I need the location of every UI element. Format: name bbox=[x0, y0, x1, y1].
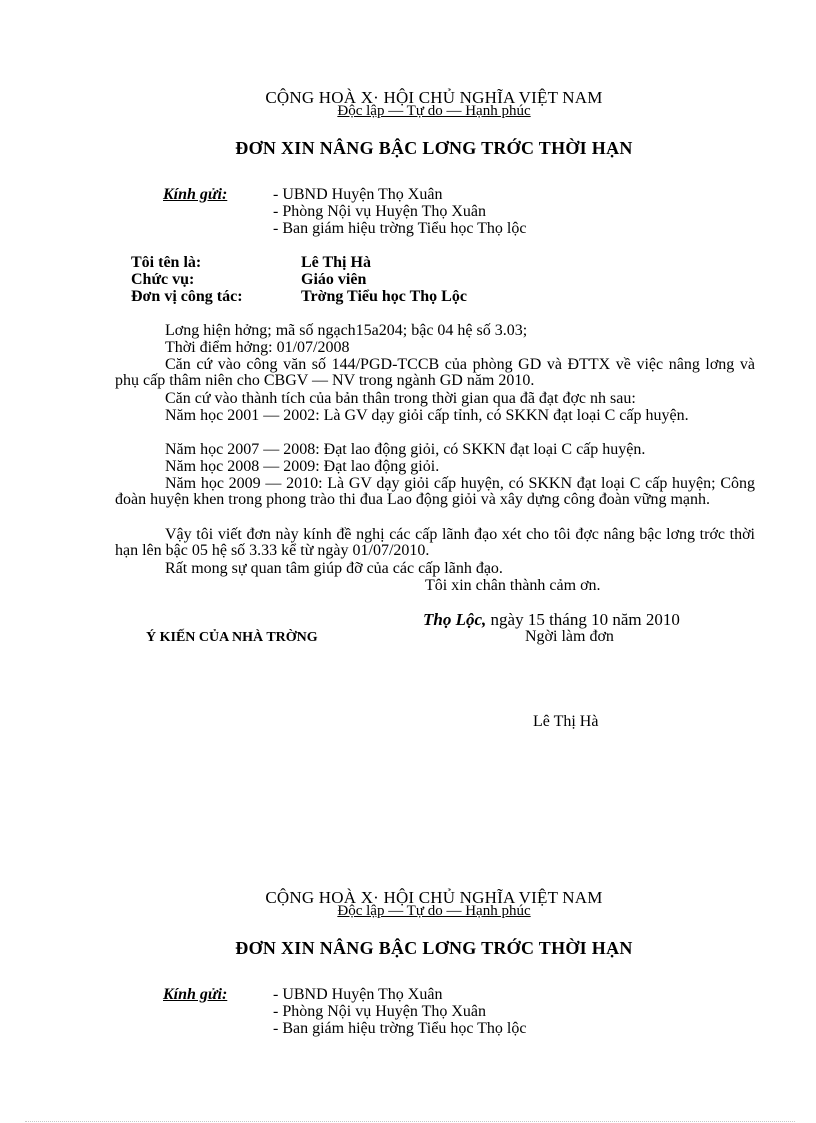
basis-document-paragraph: Căn cứ vào công văn số 144/PGD-TCCB của phòng GD và ĐTTX về việc nâng lơng và phụ cấp thâm niên cho CBGV — NV trong ngành GD năm 2010. bbox=[115, 356, 755, 389]
document-title: ĐƠN XIN NÂNG BẬC LƠNG TRỚC THỜI HẠN bbox=[235, 938, 633, 958]
workplace-value: Trờng Tiểu học Thọ Lộc bbox=[301, 288, 467, 305]
request-paragraph: Vậy tôi viết đơn này kính đề nghị các cấp lãnh đạo xét cho tôi đợc nâng bậc lơng trớc thời hạn lên bậc 05 hệ số 3.33 kể từ ngày 01/07/2010. bbox=[115, 526, 755, 559]
applicant-label: Ngời làm đơn bbox=[525, 628, 614, 645]
closing-request: Rất mong sự quan tâm giúp đỡ của các cấp lãnh đạo. bbox=[165, 560, 503, 577]
recipient-1: - UBND Huyện Thọ Xuân bbox=[273, 186, 443, 203]
achievement-2007: Năm học 2007 — 2008: Đạt lao động giỏi, có SKKN đạt loại C cấp huyện. bbox=[165, 441, 646, 458]
date-text: ngày 15 tháng 10 năm 2010 bbox=[490, 610, 680, 629]
signature-name: Lê Thị Hà bbox=[533, 713, 599, 730]
thanks-line: Tôi xin chân thành cảm ơn. bbox=[425, 577, 601, 594]
recipient-2: - Phòng Nội vụ Huyện Thọ Xuân bbox=[273, 1003, 487, 1020]
position-label: Chức vụ: bbox=[131, 271, 195, 288]
national-title: CỘNG HOÀ X· HỘI CHỦ NGHĨA VIỆT NAM bbox=[265, 888, 603, 907]
recipient-3: - Ban giám hiệu trờng Tiểu học Thọ lộc bbox=[273, 220, 527, 237]
national-motto: Độc lập — Tự do — Hạnh phúc bbox=[337, 903, 531, 919]
national-title: CỘNG HOÀ X· HỘI CHỦ NGHĨA VIỆT NAM bbox=[265, 88, 603, 107]
page-bottom-divider bbox=[25, 1121, 795, 1122]
achievement-intro: Căn cứ vào thành tích của bản thân trong thời gian qua đã đạt đợc nh sau: bbox=[165, 390, 636, 407]
achievement-2001: Năm học 2001 — 2002: Là GV dạy giỏi cấp tỉnh, có SKKN đạt loại C cấp huyện. bbox=[165, 407, 689, 424]
school-opinion-heading: Ý KIẾN CỦA NHÀ TRỜNG bbox=[146, 630, 318, 645]
date-place: Thọ Lộc, bbox=[423, 610, 487, 629]
effective-date-line: Thời điểm hởng: 01/07/2008 bbox=[165, 339, 350, 356]
recipient-2: - Phòng Nội vụ Huyện Thọ Xuân bbox=[273, 203, 487, 220]
salary-line: Lơng hiện hởng; mã số ngạch15a204; bậc 04 hệ số 3.03; bbox=[165, 322, 528, 339]
workplace-label: Đơn vị công tác: bbox=[131, 288, 243, 305]
name-value: Lê Thị Hà bbox=[301, 254, 371, 271]
achievement-2009: Năm học 2009 — 2010: Là GV dạy giỏi cấp huyện, có SKKN đạt loại C cấp huyện; Công đoàn huyện khen trong phong trào thi đua Lao động giỏi và xây dựng công đoàn vững mạnh. bbox=[115, 475, 755, 508]
recipient-1: - UBND Huyện Thọ Xuân bbox=[273, 986, 443, 1003]
kinh-gui-label: Kính gửi: bbox=[163, 186, 228, 203]
recipient-3: - Ban giám hiệu trờng Tiểu học Thọ lộc bbox=[273, 1020, 527, 1037]
achievement-2008: Năm học 2008 — 2009: Đạt lao động giỏi. bbox=[165, 458, 440, 475]
kinh-gui-label: Kính gửi: bbox=[163, 986, 228, 1003]
national-motto: Độc lập — Tự do — Hạnh phúc bbox=[337, 103, 531, 119]
date-line bbox=[423, 611, 680, 628]
document-title: ĐƠN XIN NÂNG BẬC LƠNG TRỚC THỜI HẠN bbox=[235, 138, 633, 158]
name-label: Tôi tên là: bbox=[131, 254, 202, 271]
position-value: Giáo viên bbox=[301, 271, 367, 288]
